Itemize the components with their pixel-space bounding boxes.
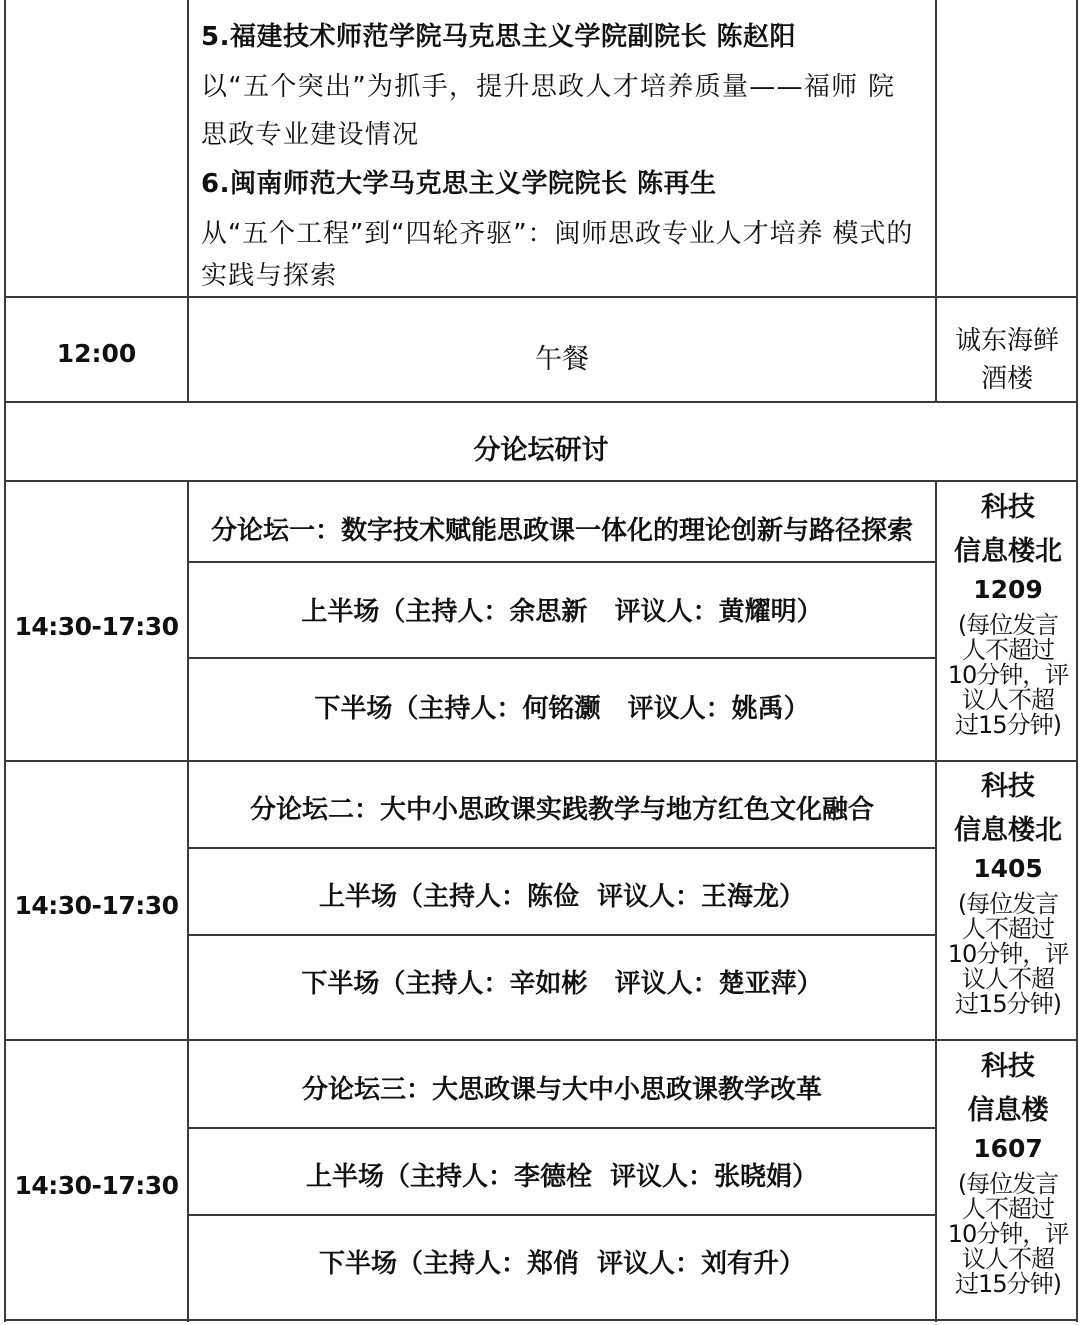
forum-3-time: 14:30-17:30 [14,1171,179,1200]
venue-room: 1209 [973,575,1043,604]
venue-note: (每位发言 [957,1170,1059,1198]
venue-note: 议人不超 [962,686,1054,714]
forum-3-venue [938,1047,1078,1296]
venue-note: 人不超过 [962,915,1054,943]
forum-2-venue [938,767,1078,1016]
forum-1-venue [938,488,1078,737]
column-divider [935,481,937,1322]
talk-6-title-line1: 从“五个工程”到“四轮齐驱”：闽师思政专业人才培养 模式的 [201,219,914,249]
forum-2-second-half: 下半场（主持人：辛如彬 评议人：楚亚萍） [301,969,823,999]
row-divider [4,760,1078,762]
venue-note: 人不超过 [962,1195,1054,1223]
speaker-6-heading: 6.闽南师范大学马克思主义学院院长 陈再生 [201,169,717,199]
subrow-divider [187,934,937,936]
row-divider [4,296,1078,298]
venue-note: 10分钟，评 [947,661,1069,689]
speaker-5-heading: 5.福建技术师范学院马克思主义学院副院长 陈赵阳 [201,22,797,52]
forum-3-second-half: 下半场（主持人：郑俏 评议人：刘有升） [318,1249,806,1279]
venue-note: (每位发言 [957,890,1059,918]
row-divider [4,480,1078,482]
venue-note: 过15分钟) [955,1270,1061,1298]
venue-note: (每位发言 [957,611,1059,639]
forum-3-first-half: 上半场（主持人：李德栓 评议人：张晓娟） [305,1162,819,1192]
table-border-left [4,0,6,1322]
venue-note: 10分钟，评 [947,1220,1069,1248]
forum-1-second-half: 下半场（主持人：何铭灏 评议人：姚禹） [314,694,810,724]
lunch-venue-line1: 诚东海鲜 [954,326,1059,356]
venue-room: 1607 [973,1134,1043,1163]
talk-6-title-line2: 实践与探索 [201,261,338,291]
venue-line: 信息楼北 [954,815,1062,846]
talk-5-title-line2: 思政专业建设情况 [201,120,420,150]
subrow-divider [187,847,937,849]
venue-line: 信息楼北 [954,536,1062,567]
subrow-divider [187,1127,937,1129]
venue-note: 议人不超 [962,965,1054,993]
venue-line: 科技 [981,492,1035,523]
forum-1-first-half: 上半场（主持人：余思新 评议人：黄耀明） [301,597,823,627]
venue-line: 科技 [981,771,1035,802]
venue-line: 科技 [981,1051,1035,1082]
subrow-divider [187,657,937,659]
column-divider [935,0,937,402]
subrow-divider [187,1214,937,1216]
row-divider [4,1039,1078,1041]
venue-room: 1405 [973,854,1043,883]
lunch-venue-line2: 酒楼 [980,364,1033,394]
venue-note: 过15分钟) [955,711,1061,739]
subrow-divider [187,561,937,563]
forum-1-title: 分论坛一：数字技术赋能思政课一体化的理论创新与路径探索 [210,516,913,546]
lunch-time: 12:00 [56,339,137,368]
forum-3-title: 分论坛三：大思政课与大中小思政课教学改革 [301,1075,822,1105]
venue-line: 信息楼 [967,1095,1049,1126]
row-divider [4,1319,1078,1321]
talk-5-title-line1: 以“五个突出”为抓手，提升思政人才培养质量——福师 院 [201,72,896,102]
venue-note: 人不超过 [962,636,1054,664]
row-divider [4,401,1078,403]
forum-2-time: 14:30-17:30 [14,891,179,920]
venue-note: 议人不超 [962,1245,1054,1273]
lunch-item: 午餐 [535,344,589,375]
forum-1-time: 14:30-17:30 [14,612,179,641]
venue-note: 10分钟，评 [947,940,1069,968]
forum-2-first-half: 上半场（主持人：陈俭 评议人：王海龙） [318,882,806,912]
venue-note: 过15分钟) [955,990,1061,1018]
forum-section-header: 分论坛研讨 [473,435,609,466]
forum-2-title: 分论坛二：大中小思政课实践教学与地方红色文化融合 [249,795,874,825]
